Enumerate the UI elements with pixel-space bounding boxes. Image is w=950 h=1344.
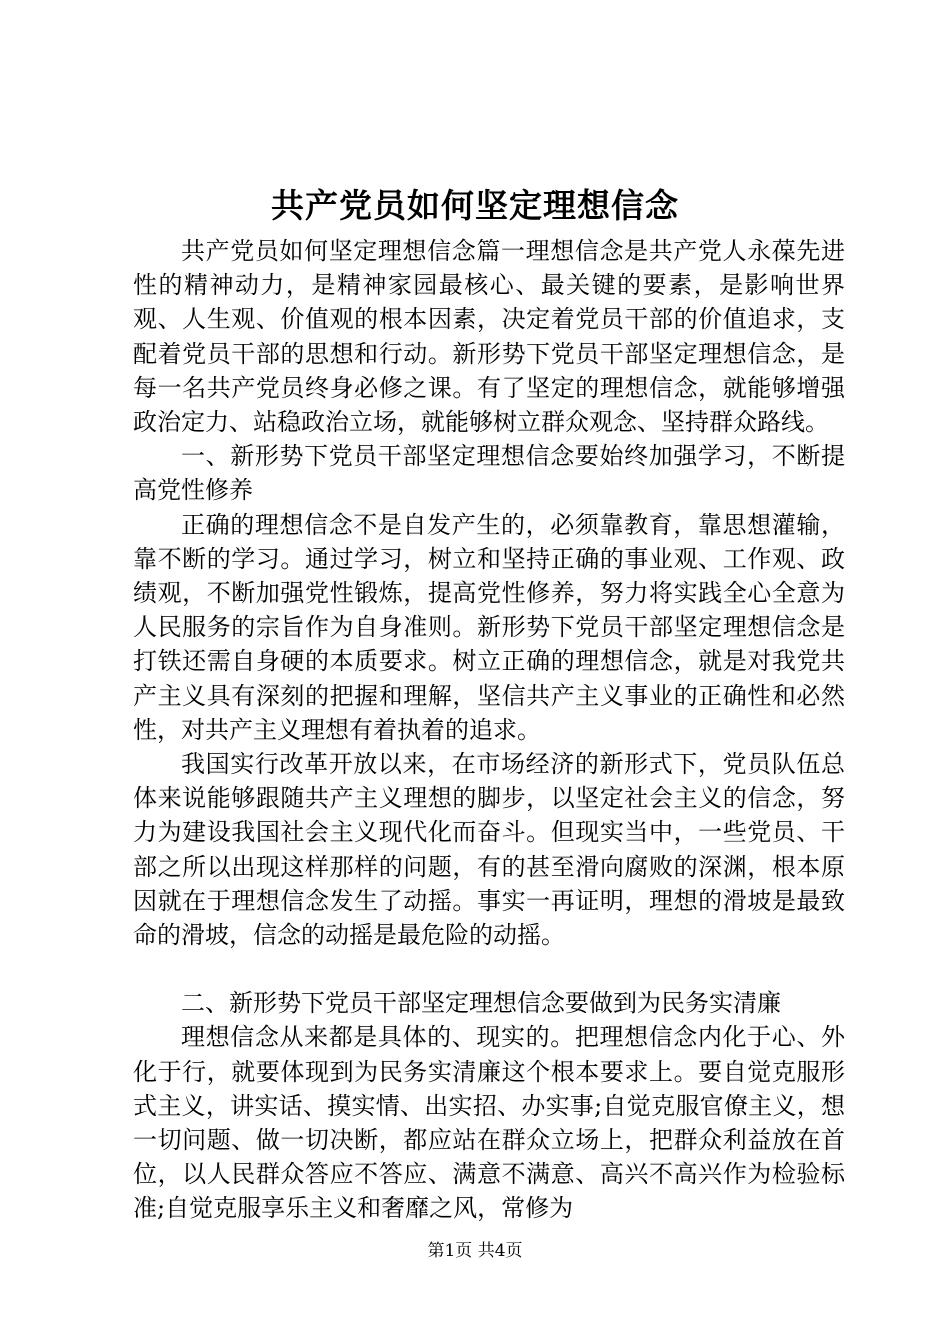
paragraph-intro: 共产党员如何坚定理想信念篇一理想信念是共产党人永葆先进性的精神动力，是精神家园最核心、最关键的要素，是影响世界观、人生观、价值观的根本因素，决定着党员干部的价值追求，支配着党员干部的思想和行动。新形势下党员干部坚定理想信念，是每一名共产党员终身必修之课。有了坚定的理想信念，就能够增强政治定力、站稳政治立场，就能够树立群众观念、坚持群众路线。 <box>133 237 845 437</box>
paragraph-study: 正确的理想信念不是自发产生的，必须靠教育，靠思想灌输，靠不断的学习。通过学习，树立和坚持正确的事业观、工作观、政绩观，不断加强党性锻炼，提高党性修养，努力将实践全心全意为人民服务的宗旨作为自身准则。新形势下党员干部坚定理想信念是打铁还需自身硬的本质要求。树立正确的理想信念，就是对我党共产主义具有深刻的把握和理解，坚信共产主义事业的正确性和必然性，对共产主义理想有着执着的追求。 <box>133 510 845 744</box>
page-footer: 第1页 共4页 <box>427 1241 523 1261</box>
document-body <box>133 234 845 1226</box>
paragraph-reform: 我国实行改革开放以来，在市场经济的新形式下，党员队伍总体来说能够跟随共产主义理想的脚步，以坚定社会主义的信念，努力为建设我国社会主义现代化而奋斗。但现实当中，一些党员、干部之所以出现这样那样的问题，有的甚至滑向腐败的深渊，根本原因就在于理想信念发生了动摇。事实一再证明，理想的滑坡是最致命的滑坡，信念的动摇是最危险的动摇。 <box>133 750 845 950</box>
paragraph-practice: 理想信念从来都是具体的、现实的。把理想信念内化于心、外化于行，就要体现到为民务实清廉这个根本要求上。要自觉克服形式主义，讲实话、摸实情、出实招、办实事;自觉克服官僚主义，想一切问题、做一切决断，都应站在群众立场上，把群众利益放在首位，以人民群众答应不答应、满意不满意、高兴不高兴作为检验标准;自觉克服享乐主义和奢靡之风，常修为 <box>133 1023 845 1223</box>
section-heading-2: 二、新形势下党员干部坚定理想信念要做到为民务实清廉 <box>181 989 781 1018</box>
section-heading-1: 一、新形势下党员干部坚定理想信念要始终加强学习，不断提高党性修养 <box>133 442 845 505</box>
document-title: 共产党员如何坚定理想信念 <box>271 186 679 225</box>
